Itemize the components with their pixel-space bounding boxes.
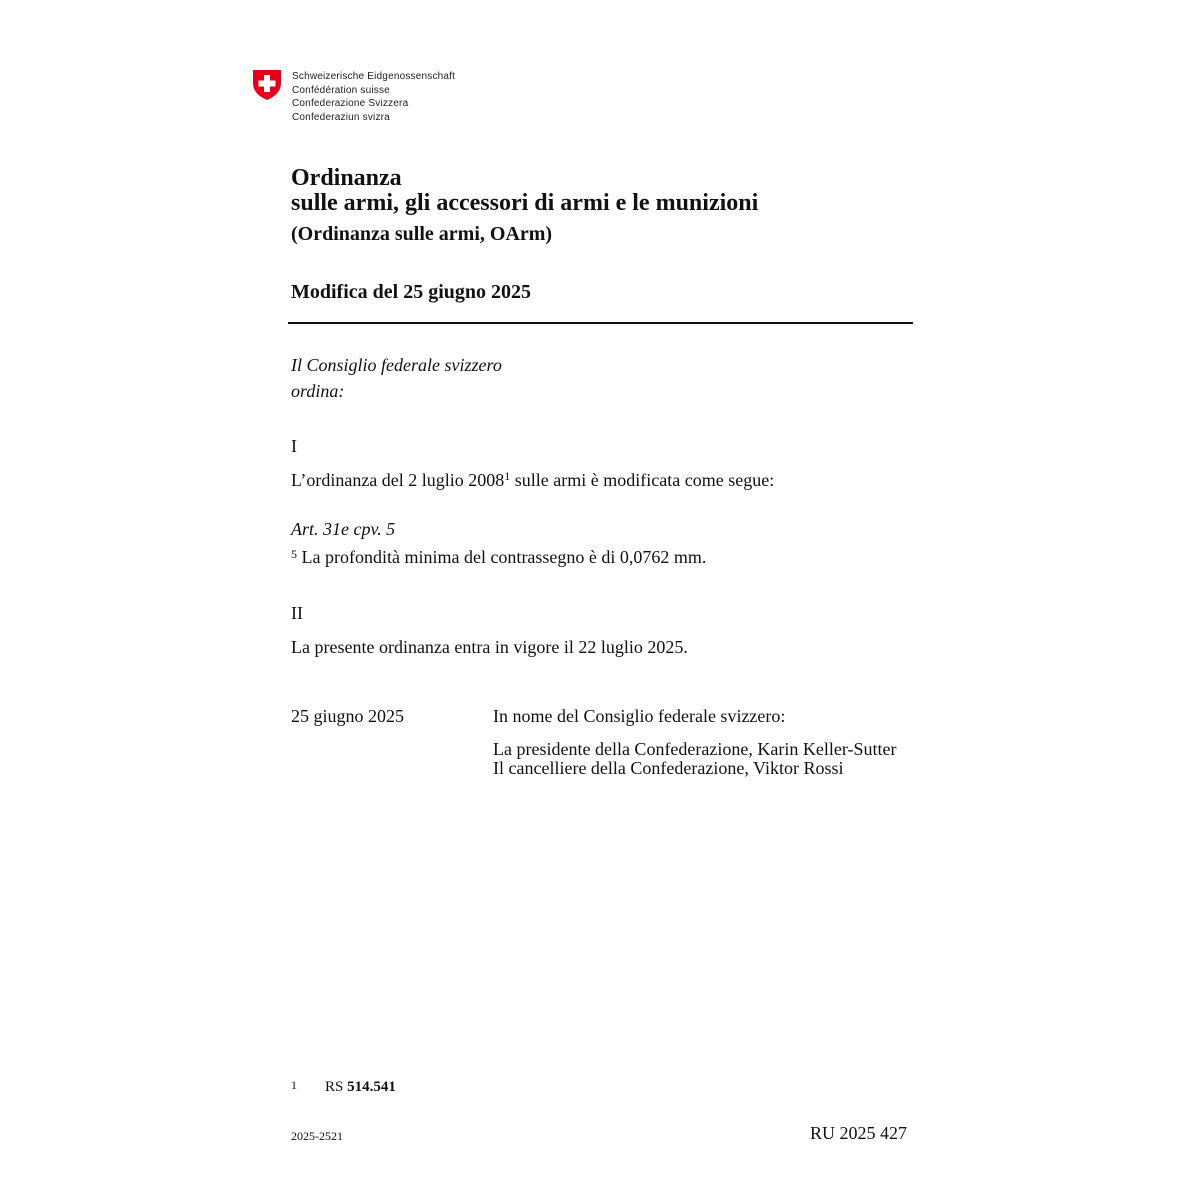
footnote-text bbox=[325, 1079, 396, 1096]
footnote-number: 1 bbox=[291, 1078, 297, 1092]
footnote-prefix: RS bbox=[325, 1079, 348, 1095]
section-1-numeral: I bbox=[291, 436, 297, 456]
cross-horizontal bbox=[259, 81, 276, 87]
section-1-text-after: sulle armi è modificata come segue: bbox=[510, 470, 775, 490]
section-2-text: La presente ordinanza entra in vigore il 22 luglio 2025. bbox=[291, 637, 688, 657]
authority-rm: Confederaziun svizra bbox=[292, 111, 390, 123]
footnote-ref-number: 514.541 bbox=[347, 1079, 396, 1095]
swiss-cross-shield-icon bbox=[252, 69, 282, 101]
section-2-numeral: II bbox=[291, 603, 303, 623]
authority-it: Confederazione Svizzera bbox=[292, 98, 409, 110]
signature-heading: In nome del Consiglio federale svizzero: bbox=[493, 706, 786, 726]
signer-president: La presidente della Confederazione, Karin Keller-Sutter bbox=[493, 739, 897, 759]
signer-chancellor: Il cancelliere della Confederazione, Viktor Rossi bbox=[493, 758, 844, 778]
amendment-heading: Modifica del 25 giugno 2025 bbox=[291, 281, 532, 303]
document-title bbox=[291, 166, 758, 216]
title-divider bbox=[288, 322, 913, 324]
document-code: 2025-2521 bbox=[291, 1129, 343, 1143]
preamble bbox=[291, 352, 502, 404]
section-1-text bbox=[291, 470, 774, 491]
title-line-1: Ordinanza bbox=[291, 165, 402, 191]
title-line-2: sulle armi, gli accessori di armi e le munizioni bbox=[291, 190, 759, 216]
paragraph-number: 5 bbox=[291, 547, 297, 561]
preamble-line-2: ordina: bbox=[291, 381, 345, 401]
section-1-text-before: L’ordinanza del 2 luglio 2008 bbox=[291, 470, 505, 490]
short-title: (Ordinanza sulle armi, OArm) bbox=[291, 223, 553, 245]
preamble-line-1: Il Consiglio federale svizzero bbox=[291, 355, 502, 375]
official-compilation-ref: RU 2025 427 bbox=[810, 1123, 908, 1143]
authority-names bbox=[292, 70, 455, 124]
paragraph-text: La profondità minima del contrassegno è di 0,0762 mm. bbox=[297, 547, 707, 567]
authority-de: Schweizerische Eidgenossenschaft bbox=[292, 71, 456, 82]
article-paragraph bbox=[291, 547, 706, 568]
signers bbox=[493, 740, 896, 778]
authority-fr: Confédération suisse bbox=[292, 84, 390, 96]
signature-date: 25 giugno 2025 bbox=[291, 706, 405, 726]
footnote-reference[interactable]: 1 bbox=[504, 469, 511, 483]
article-reference: Art. 31e cpv. 5 bbox=[291, 519, 396, 539]
